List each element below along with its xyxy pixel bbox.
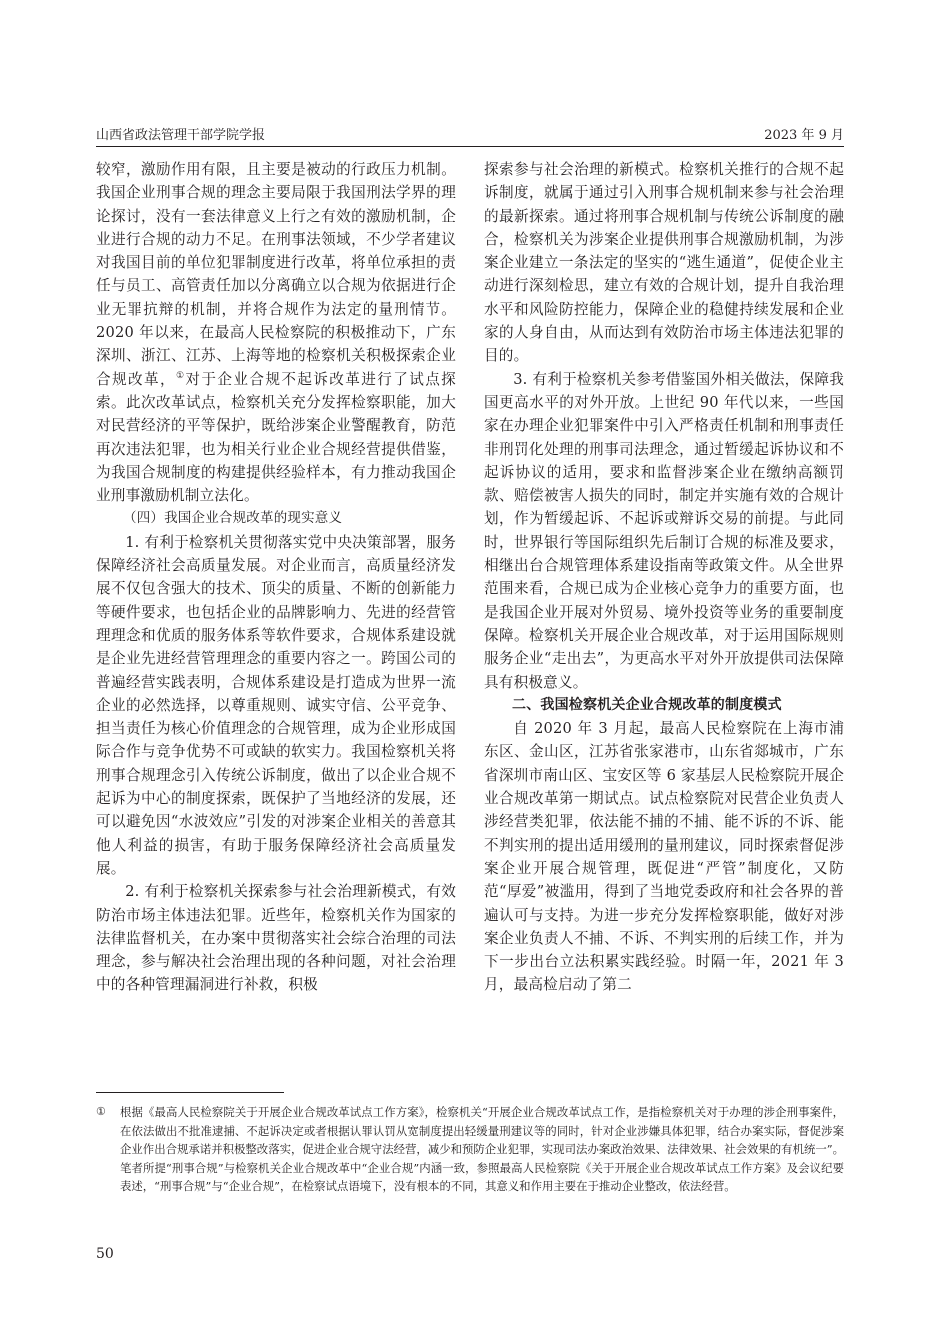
section-heading: 二、我国检察机关企业合规改革的制度模式 — [512, 696, 782, 713]
footnote-text: 根据《最高人民检察院关于开展企业合规改革试点工作方案》，检察机关“开展企业合规改革试点工作，是指检察机关对于办理的涉企刑事案件，在依法做出不批准逮捕、不起诉决定或者根据认罪认罚从宽制度提出轻缓量刑建议等的同时，针对企业涉嫌具体犯罪，结合办案实际，督促涉案企业作出合规承诺并积极整改落实，促进企业合规守法经营，减少和预防企业犯罪，实现司法办案政治效果、法律效果、社会效果的有机统一”。笔者所提“刑事合规”与检察机关企业合规改革中“企业合规”内涵一致，参照最高人民检察院《关于开展企业合规改革试点工作方案》及会议纪要表述，“刑事合规”与“企业合规”，在检察试点语境下，没有根本的不同，其意义和作用主要在于推动企业整改，依法经营。 — [120, 1105, 844, 1194]
footnote — [96, 1103, 844, 1196]
paragraph: 自 2020 年 3 月起，最高人民检察院在上海市浦东区、金山区，江苏省张家港市，山东省郯城市，广东省深圳市南山区、宝安区等 6 家基层人民检察院开展企业合规改革第一期试点。试点检察院对民营企业负责人涉经营类犯罪，依法能不捕的不捕、能不诉的不诉、能不判实刑的提出适用缓刑的量刑建议，同时探索督促涉案企业开展合规管理，既促进“严管”制度化，又防范“厚爱”被滥用，得到了当地党委政府和社会各界的普遍认可与支持。为进一步充分发挥检察职能，做好对涉案企业负责人不捕、不诉、不判实刑的后续工作，并为下一步出台立法积累实践经验。时隔一年，2021 年 3 月，最高检启动了第二 — [484, 720, 844, 994]
header-rule — [96, 146, 844, 147]
left-column — [96, 158, 456, 997]
paragraph: 2. 有利于检察机关探索参与社会治理新模式，有效防治市场主体违法犯罪。近些年，检察机关作为国家的法律监督机关，在办案中贯彻落实社会综合治理的司法理念，参与解决社会治理出现的各种问题，对社会治理中的各种管理漏洞进行补救，积极 — [96, 883, 456, 994]
paragraph: 探索参与社会治理的新模式。检察机关推行的合规不起诉制度，就属于通过引入刑事合规机制来参与社会治理的最新探索。通过将刑事合规机制与传统公诉制度的融合，检察机关为涉案企业提供刑事合规激励机制，为涉案企业建立一条法定的坚实的“逃生通道”，促使企业主动进行深刻检思，建立有效的合规计划，提升自我治理水平和风险防控能力，保障企业的稳健持续发展和企业家的人身自由，从而达到有效防治市场主体违法犯罪的目的。 — [484, 161, 844, 365]
paragraph-text: 较窄，激励作用有限，且主要是被动的行政压力机制。我国企业刑事合规的理念主要局限于我国刑法学界的理论探讨，没有一套法律意义上行之有效的激励机制，企业进行合规的动力不足。在刑事法领域，不少学者建议对我国目前的单位犯罪制度进行改革，将单位承担的责任与员工、高管责任加以分离确立以合规为依据进行企业无罪抗辩的机制，并将合规作为法定的量刑情节。2020 年以来，在最高人民检察院的积极推动下，广东深圳、浙江、江苏、上海等地的检察机关积极探索企业合规改革， — [96, 161, 456, 388]
paragraph — [96, 158, 456, 507]
footnote-rule — [96, 1092, 284, 1093]
paragraph-text: 对于企业合规不起诉改革进行了试点探索。此次改革试点，检察机关充分发挥检察职能，加大对民营经济的平等保护，既给涉案企业警醒教育，防范再次违法犯罪，也为相关行业企业合规经营提供借鉴，为我国合规制度的构建提供经验样本，有力推动我国企业刑事激励机制立法化。 — [96, 370, 456, 505]
journal-title: 山西省政法管理干部学院学报 — [96, 128, 266, 143]
issue-date: 2023 年 9 月 — [764, 128, 844, 143]
paragraph: 3. 有利于检察机关参考借鉴国外相关做法，保障我国更高水平的对外开放。上世纪 90 年代以来，一些国家在办理企业犯罪案件中引入严格责任机制和刑事责任非刑罚化处理的刑事司法理念，通过暂缓起诉协议和不起诉协议的适用，要求和监督涉案企业在缴纳高额罚款、赔偿被害人损失的同时，制定并实施有效的合规计划，作为暂缓起诉、不起诉或辩诉交易的前提。与此同时，世界银行等国际组织先后制订合规的标准及要求，相继出台合规管理体系建设指南等政策文件。从全世界范围来看，合规已成为企业核心竞争力的重要方面，也是我国企业开展对外贸易、境外投资等业务的重要制度保障。检察机关开展企业合规改革，对于运用国际规则服务企业“走出去”，为更高水平对外开放提供司法保障具有积极意义。 — [484, 370, 844, 691]
running-header — [96, 122, 844, 144]
section-heading: （四）我国企业合规改革的现实意义 — [123, 510, 343, 527]
right-column — [484, 158, 844, 997]
footnote-ref[interactable]: ① — [175, 370, 186, 381]
footnote-mark: ① — [96, 1105, 106, 1118]
paragraph: 1. 有利于检察机关贯彻落实党中央决策部署，服务保障经济社会高质量发展。对企业而言，高质量经济发展不仅包含强大的技术、顶尖的质量、不断的创新能力等硬件要求，也包括企业的品牌影响力、先进的经营管理理念和优质的服务体系等软件要求，合规体系建设就是企业先进经营管理理念的重要内容之一。跨国公司的普遍经营实践表明，合规体系建设是打造成为世界一流企业的必然选择，以尊重规则、诚实守信、公平竞争、担当责任为核心价值理念的合规管理，成为企业形成国际合作与竞争优势不可或缺的软实力。我国检察机关将刑事合规理念引入传统公诉制度，做出了以企业合规不起诉为中心的制度探索，既保护了当地经济的发展，还可以避免因“水波效应”引发的对涉案企业相关的善意其他人利益的损害，有助于服务保障经济社会高质量发展。 — [96, 533, 456, 877]
page-number: 50 — [96, 1246, 114, 1262]
